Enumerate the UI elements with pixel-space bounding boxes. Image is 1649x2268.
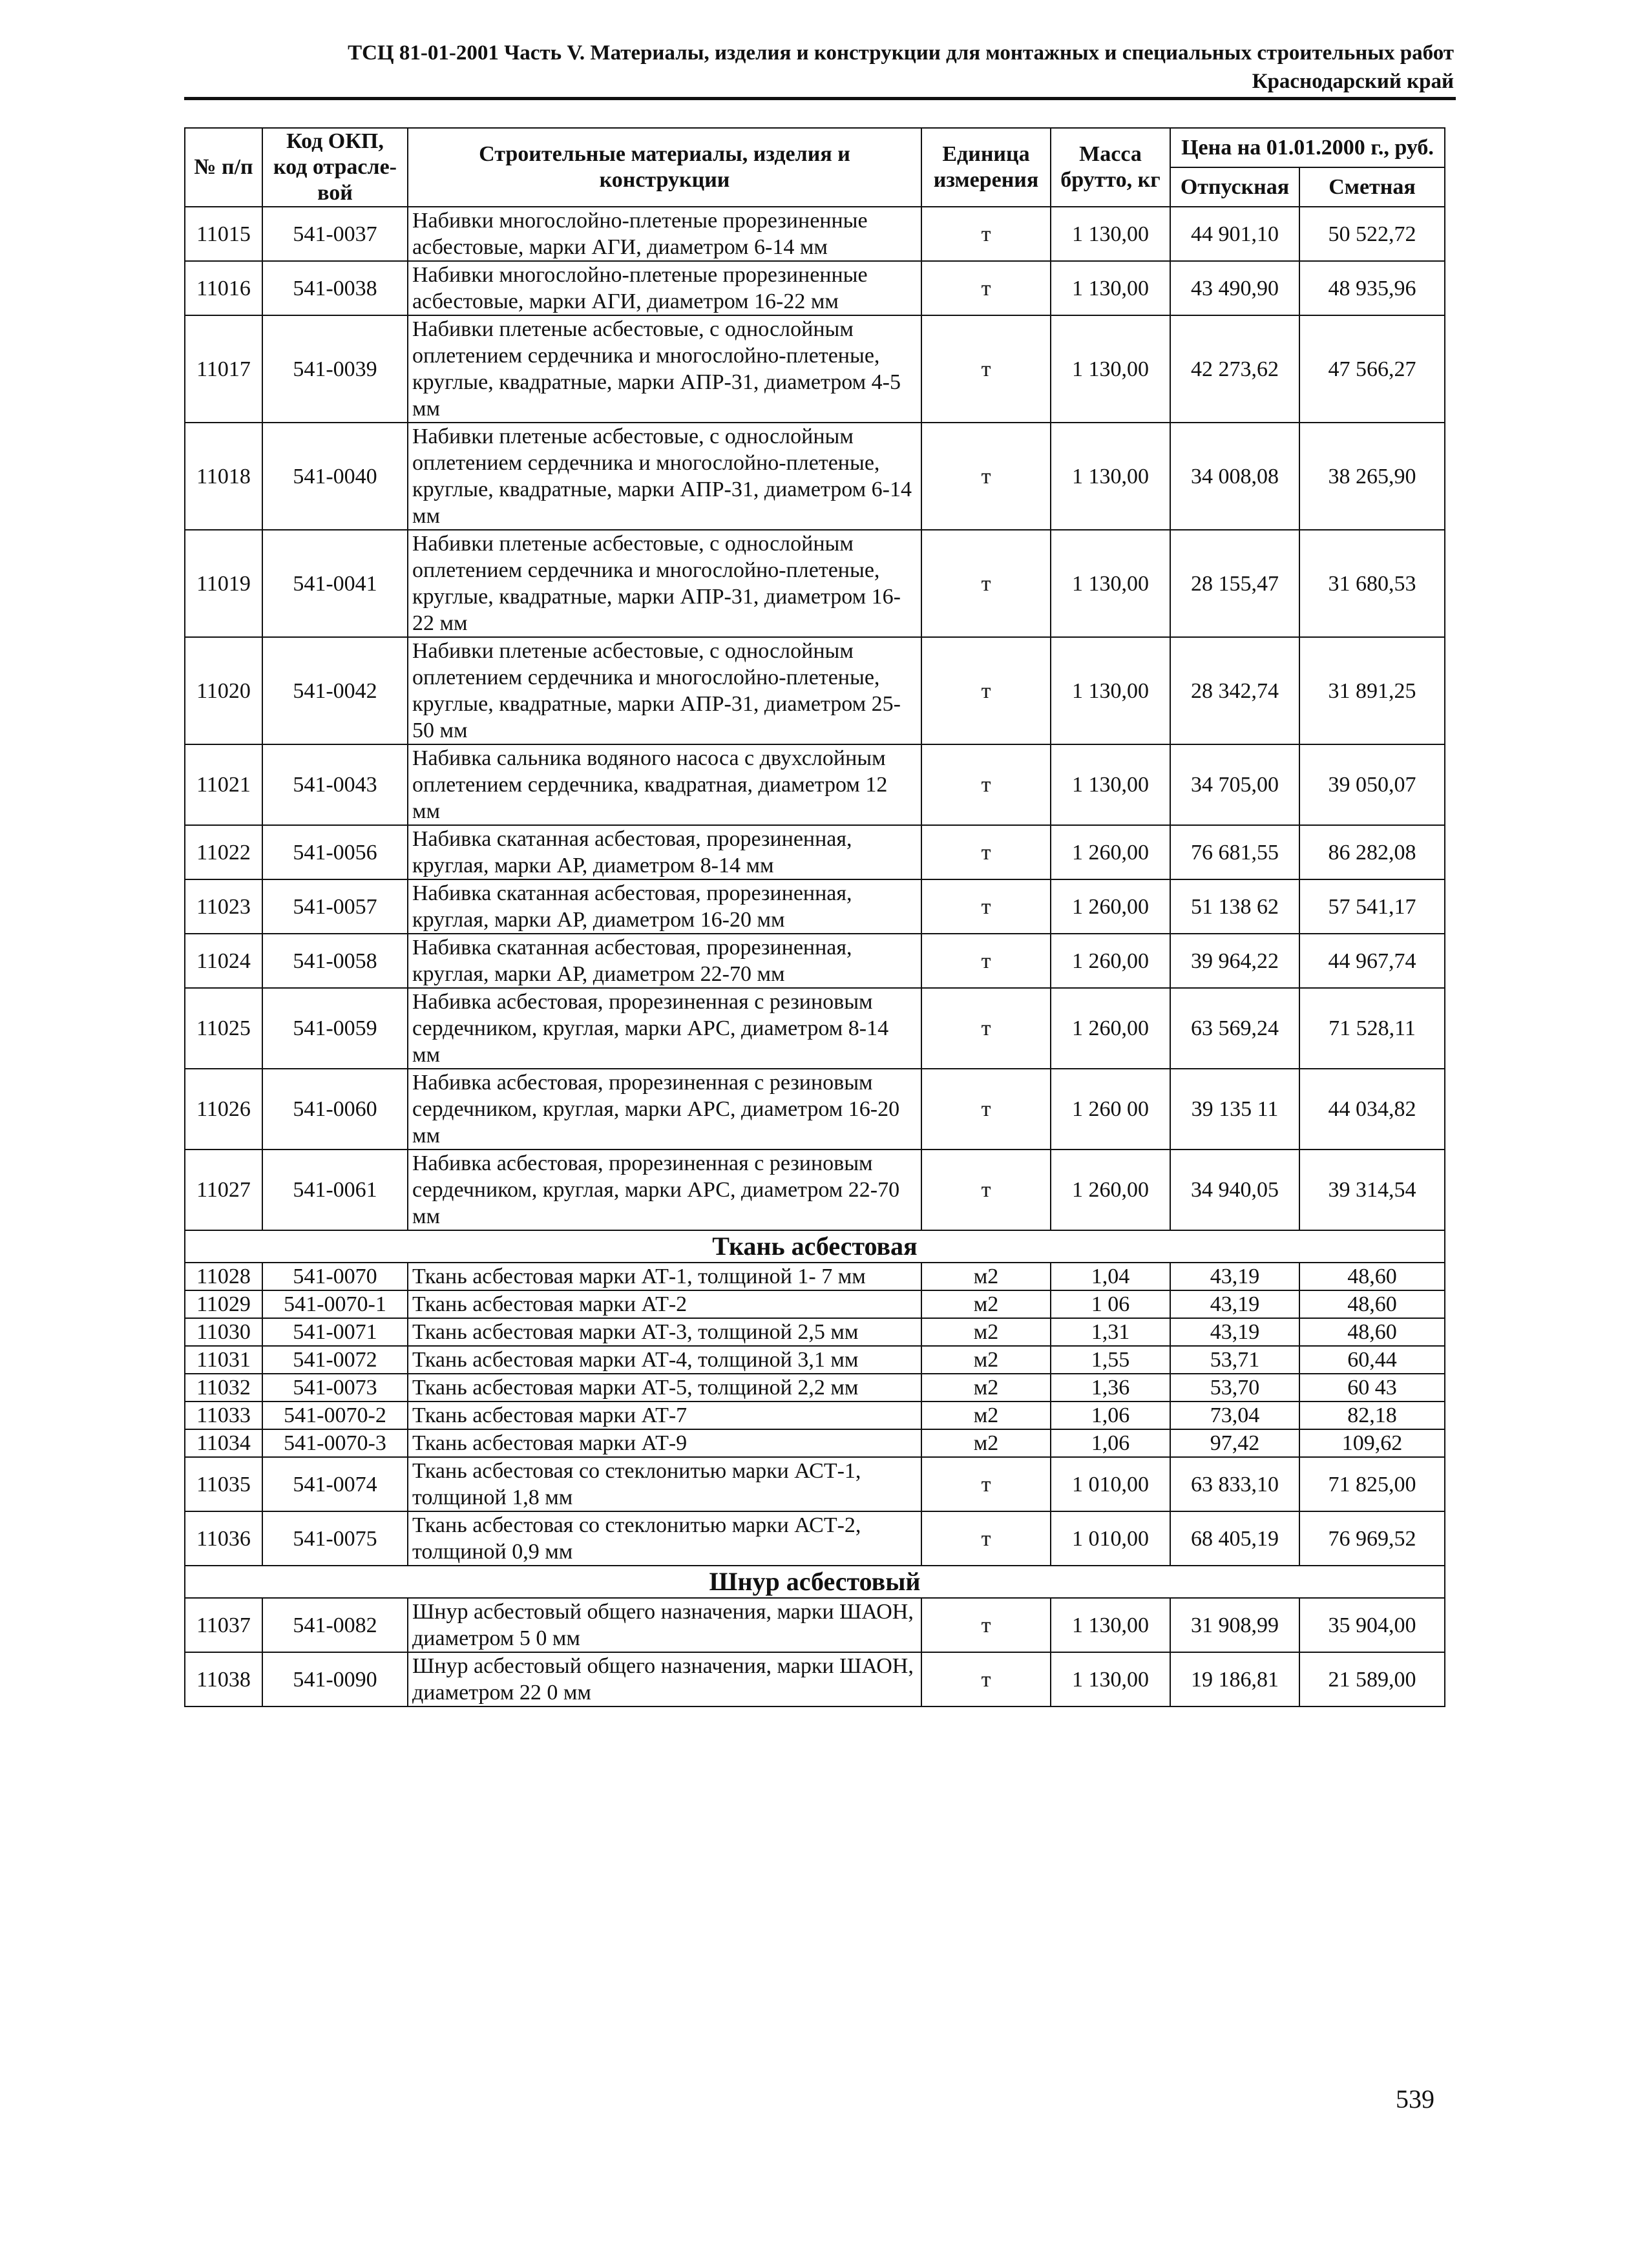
row-unit: т bbox=[921, 879, 1051, 934]
row-release-price: 76 681,55 bbox=[1170, 825, 1299, 879]
row-number: 11034 bbox=[185, 1429, 262, 1457]
row-mass: 1 130,00 bbox=[1051, 744, 1170, 825]
row-mass: 1 010,00 bbox=[1051, 1511, 1170, 1566]
row-number: 11019 bbox=[185, 530, 262, 637]
table-row bbox=[185, 825, 1445, 879]
row-number: 11027 bbox=[185, 1150, 262, 1230]
row-mass: 1 130,00 bbox=[1051, 1652, 1170, 1706]
row-number: 11030 bbox=[185, 1318, 262, 1346]
row-unit: т bbox=[921, 315, 1051, 423]
row-release-price: 44 901,10 bbox=[1170, 207, 1299, 261]
row-code: 541-0038 bbox=[262, 261, 408, 315]
row-mass: 1 260,00 bbox=[1051, 934, 1170, 988]
row-release-price: 53,70 bbox=[1170, 1374, 1299, 1402]
row-number: 11023 bbox=[185, 879, 262, 934]
row-mass: 1 130,00 bbox=[1051, 207, 1170, 261]
row-release-price: 42 273,62 bbox=[1170, 315, 1299, 423]
col-price-release-header: Отпускная bbox=[1170, 167, 1299, 207]
row-estimate-price: 31 891,25 bbox=[1299, 637, 1445, 744]
row-code: 541-0058 bbox=[262, 934, 408, 988]
row-number: 11037 bbox=[185, 1598, 262, 1652]
row-release-price: 34 940,05 bbox=[1170, 1150, 1299, 1230]
col-num-header: № п/п bbox=[185, 128, 262, 207]
row-estimate-price: 21 589,00 bbox=[1299, 1652, 1445, 1706]
row-name: Ткань асбестовая марки АТ-4, толщиной 3,1 мм bbox=[408, 1346, 921, 1374]
row-estimate-price: 71 825,00 bbox=[1299, 1457, 1445, 1511]
row-code: 541-0070 bbox=[262, 1263, 408, 1290]
table-row bbox=[185, 1290, 1445, 1318]
page-number: 539 bbox=[1396, 2084, 1434, 2114]
header-title: ТСЦ 81-01-2001 Часть V. Материалы, изделия и конструкции для монтажных и специальных строительных работ bbox=[348, 41, 1454, 65]
row-mass: 1,55 bbox=[1051, 1346, 1170, 1374]
row-code: 541-0043 bbox=[262, 744, 408, 825]
table-row bbox=[185, 530, 1445, 637]
row-number: 11026 bbox=[185, 1069, 262, 1150]
row-code: 541-0075 bbox=[262, 1511, 408, 1566]
table-row bbox=[185, 744, 1445, 825]
row-name: Набивки плетеные асбестовые, с однослойным оплетением сердечника и многослойно-плетеные, круглые, квадратные, марки АПР-31, диаметром 6-14 мм bbox=[408, 423, 921, 530]
row-number: 11028 bbox=[185, 1263, 262, 1290]
row-unit: т bbox=[921, 744, 1051, 825]
row-estimate-price: 60 43 bbox=[1299, 1374, 1445, 1402]
row-release-price: 63 833,10 bbox=[1170, 1457, 1299, 1511]
row-estimate-price: 31 680,53 bbox=[1299, 530, 1445, 637]
row-name: Набивка скатанная асбестовая, прорезиненная, круглая, марки АР, диаметром 16-20 мм bbox=[408, 879, 921, 934]
row-name: Шнур асбестовый общего назначения, марки ШАОН, диаметром 22 0 мм bbox=[408, 1652, 921, 1706]
section-heading-fabric: Ткань асбестовая bbox=[185, 1230, 1445, 1263]
row-code: 541-0072 bbox=[262, 1346, 408, 1374]
row-estimate-price: 82,18 bbox=[1299, 1402, 1445, 1429]
row-code: 541-0070-2 bbox=[262, 1402, 408, 1429]
row-mass: 1,31 bbox=[1051, 1318, 1170, 1346]
row-number: 11035 bbox=[185, 1457, 262, 1511]
row-mass: 1,06 bbox=[1051, 1402, 1170, 1429]
table-row bbox=[185, 879, 1445, 934]
row-estimate-price: 47 566,27 bbox=[1299, 315, 1445, 423]
col-mass-header: Масса брутто, кг bbox=[1051, 128, 1170, 207]
row-mass: 1,36 bbox=[1051, 1374, 1170, 1402]
row-estimate-price: 57 541,17 bbox=[1299, 879, 1445, 934]
table-row bbox=[185, 1457, 1445, 1511]
row-number: 11017 bbox=[185, 315, 262, 423]
row-unit: м2 bbox=[921, 1374, 1051, 1402]
row-mass: 1 130,00 bbox=[1051, 637, 1170, 744]
row-unit: т bbox=[921, 1457, 1051, 1511]
row-number: 11029 bbox=[185, 1290, 262, 1318]
row-name: Ткань асбестовая марки АТ-9 bbox=[408, 1429, 921, 1457]
row-unit: т bbox=[921, 988, 1051, 1069]
row-release-price: 68 405,19 bbox=[1170, 1511, 1299, 1566]
row-name: Ткань асбестовая марки АТ-5, толщиной 2,2 мм bbox=[408, 1374, 921, 1402]
row-name: Набивка асбестовая, прорезиненная с резиновым сердечником, круглая, марки АРС, диаметром 8-14 мм bbox=[408, 988, 921, 1069]
row-mass: 1 260,00 bbox=[1051, 879, 1170, 934]
row-number: 11031 bbox=[185, 1346, 262, 1374]
table-row bbox=[185, 1374, 1445, 1402]
row-number: 11022 bbox=[185, 825, 262, 879]
row-number: 11020 bbox=[185, 637, 262, 744]
row-name: Набивка асбестовая, прорезиненная с резиновым сердечником, круглая, марки АРС, диаметром 22-70 мм bbox=[408, 1150, 921, 1230]
row-estimate-price: 48,60 bbox=[1299, 1263, 1445, 1290]
row-estimate-price: 71 528,11 bbox=[1299, 988, 1445, 1069]
row-name: Набивка асбестовая, прорезиненная с резиновым сердечником, круглая, марки АРС, диаметром 16-20 мм bbox=[408, 1069, 921, 1150]
row-code: 541-0037 bbox=[262, 207, 408, 261]
row-release-price: 34 705,00 bbox=[1170, 744, 1299, 825]
row-release-price: 39 135 11 bbox=[1170, 1069, 1299, 1150]
row-name: Набивки плетеные асбестовые, с однослойным оплетением сердечника и многослойно-плетеные, круглые, квадратные, марки АПР-31, диаметром 16-22 мм bbox=[408, 530, 921, 637]
row-estimate-price: 109,62 bbox=[1299, 1429, 1445, 1457]
table-row bbox=[185, 1346, 1445, 1374]
row-mass: 1 130,00 bbox=[1051, 530, 1170, 637]
row-number: 11015 bbox=[185, 207, 262, 261]
row-code: 541-0090 bbox=[262, 1652, 408, 1706]
row-unit: м2 bbox=[921, 1290, 1051, 1318]
row-code: 541-0082 bbox=[262, 1598, 408, 1652]
row-mass: 1,04 bbox=[1051, 1263, 1170, 1290]
row-name: Ткань асбестовая марки АТ-3, толщиной 2,5 мм bbox=[408, 1318, 921, 1346]
row-mass: 1 260,00 bbox=[1051, 825, 1170, 879]
row-estimate-price: 50 522,72 bbox=[1299, 207, 1445, 261]
row-mass: 1 260 00 bbox=[1051, 1069, 1170, 1150]
col-unit-header: Единица измерения bbox=[921, 128, 1051, 207]
row-unit: т bbox=[921, 1598, 1051, 1652]
row-number: 11016 bbox=[185, 261, 262, 315]
table-row bbox=[185, 261, 1445, 315]
col-price-estimate-header: Сметная bbox=[1299, 167, 1445, 207]
row-number: 11021 bbox=[185, 744, 262, 825]
row-code: 541-0074 bbox=[262, 1457, 408, 1511]
row-code: 541-0040 bbox=[262, 423, 408, 530]
row-code: 541-0039 bbox=[262, 315, 408, 423]
table-row bbox=[185, 637, 1445, 744]
table-row bbox=[185, 1402, 1445, 1429]
row-release-price: 43,19 bbox=[1170, 1318, 1299, 1346]
row-unit: м2 bbox=[921, 1402, 1051, 1429]
row-code: 541-0056 bbox=[262, 825, 408, 879]
row-release-price: 73,04 bbox=[1170, 1402, 1299, 1429]
row-code: 541-0042 bbox=[262, 637, 408, 744]
row-number: 11032 bbox=[185, 1374, 262, 1402]
table-row bbox=[185, 1652, 1445, 1706]
row-unit: т bbox=[921, 207, 1051, 261]
row-unit: т bbox=[921, 423, 1051, 530]
table-row bbox=[185, 1429, 1445, 1457]
row-unit: т bbox=[921, 825, 1051, 879]
row-release-price: 31 908,99 bbox=[1170, 1598, 1299, 1652]
table-row bbox=[185, 1150, 1445, 1230]
row-unit: т bbox=[921, 1652, 1051, 1706]
row-name: Ткань асбестовая марки АТ-7 bbox=[408, 1402, 921, 1429]
row-code: 541-0070-1 bbox=[262, 1290, 408, 1318]
row-unit: т bbox=[921, 1150, 1051, 1230]
row-release-price: 53,71 bbox=[1170, 1346, 1299, 1374]
row-number: 11036 bbox=[185, 1511, 262, 1566]
row-unit: т bbox=[921, 637, 1051, 744]
row-name: Набивки многослойно-плетеные прорезиненные асбестовые, марки АГИ, диаметром 16-22 мм bbox=[408, 261, 921, 315]
row-unit: т bbox=[921, 261, 1051, 315]
row-number: 11033 bbox=[185, 1402, 262, 1429]
row-unit: м2 bbox=[921, 1318, 1051, 1346]
table-row bbox=[185, 1598, 1445, 1652]
row-estimate-price: 48,60 bbox=[1299, 1290, 1445, 1318]
table-row bbox=[185, 207, 1445, 261]
row-unit: т bbox=[921, 1069, 1051, 1150]
table-row bbox=[185, 315, 1445, 423]
row-estimate-price: 38 265,90 bbox=[1299, 423, 1445, 530]
row-name: Набивки многослойно-плетеные прорезиненные асбестовые, марки АГИ, диаметром 6-14 мм bbox=[408, 207, 921, 261]
row-estimate-price: 39 050,07 bbox=[1299, 744, 1445, 825]
row-mass: 1 130,00 bbox=[1051, 423, 1170, 530]
row-mass: 1 130,00 bbox=[1051, 261, 1170, 315]
row-mass: 1 130,00 bbox=[1051, 1598, 1170, 1652]
row-estimate-price: 86 282,08 bbox=[1299, 825, 1445, 879]
row-name: Ткань асбестовая марки АТ-1, толщиной 1- 7 мм bbox=[408, 1263, 921, 1290]
row-estimate-price: 76 969,52 bbox=[1299, 1511, 1445, 1566]
row-name: Ткань асбестовая со стеклонитью марки АСТ-2, толщиной 0,9 мм bbox=[408, 1511, 921, 1566]
row-release-price: 63 569,24 bbox=[1170, 988, 1299, 1069]
row-release-price: 28 155,47 bbox=[1170, 530, 1299, 637]
row-unit: т bbox=[921, 530, 1051, 637]
row-mass: 1 260,00 bbox=[1051, 988, 1170, 1069]
section-heading-cord: Шнур асбестовый bbox=[185, 1566, 1445, 1598]
row-name: Шнур асбестовый общего назначения, марки ШАОН, диаметром 5 0 мм bbox=[408, 1598, 921, 1652]
table-row bbox=[185, 1263, 1445, 1290]
row-estimate-price: 44 967,74 bbox=[1299, 934, 1445, 988]
row-unit: м2 bbox=[921, 1429, 1051, 1457]
row-mass: 1,06 bbox=[1051, 1429, 1170, 1457]
row-unit: т bbox=[921, 934, 1051, 988]
header-region: Краснодарский край bbox=[1252, 70, 1454, 93]
row-name: Набивка скатанная асбестовая, прорезиненная, круглая, марки АР, диаметром 8-14 мм bbox=[408, 825, 921, 879]
row-release-price: 43,19 bbox=[1170, 1290, 1299, 1318]
row-estimate-price: 60,44 bbox=[1299, 1346, 1445, 1374]
row-release-price: 43 490,90 bbox=[1170, 261, 1299, 315]
row-release-price: 97,42 bbox=[1170, 1429, 1299, 1457]
row-release-price: 28 342,74 bbox=[1170, 637, 1299, 744]
row-release-price: 43,19 bbox=[1170, 1263, 1299, 1290]
row-name: Ткань асбестовая марки АТ-2 bbox=[408, 1290, 921, 1318]
row-code: 541-0070-3 bbox=[262, 1429, 408, 1457]
row-name: Ткань асбестовая со стеклонитью марки АСТ-1, толщиной 1,8 мм bbox=[408, 1457, 921, 1511]
row-number: 11025 bbox=[185, 988, 262, 1069]
row-code: 541-0057 bbox=[262, 879, 408, 934]
row-unit: м2 bbox=[921, 1263, 1051, 1290]
row-estimate-price: 48 935,96 bbox=[1299, 261, 1445, 315]
row-name: Набивки плетеные асбестовые, с однослойным оплетением сердечника и многослойно-плетеные, круглые, квадратные, марки АПР-31, диаметром 4-5 мм bbox=[408, 315, 921, 423]
row-mass: 1 130,00 bbox=[1051, 315, 1170, 423]
page-header bbox=[184, 39, 1454, 96]
header-rule bbox=[184, 97, 1456, 100]
row-estimate-price: 48,60 bbox=[1299, 1318, 1445, 1346]
table-row bbox=[185, 1069, 1445, 1150]
row-release-price: 19 186,81 bbox=[1170, 1652, 1299, 1706]
col-price-group-header: Цена на 01.01.2000 г., руб. bbox=[1170, 128, 1445, 167]
table-row bbox=[185, 1318, 1445, 1346]
col-name-header: Строительные материалы, изделия и конструкции bbox=[408, 128, 921, 207]
price-table bbox=[184, 127, 1445, 1707]
row-mass: 1 06 bbox=[1051, 1290, 1170, 1318]
row-name: Набивки плетеные асбестовые, с однослойным оплетением сердечника и многослойно-плетеные, круглые, квадратные, марки АПР-31, диаметром 25-50 мм bbox=[408, 637, 921, 744]
row-code: 541-0041 bbox=[262, 530, 408, 637]
row-release-price: 51 138 62 bbox=[1170, 879, 1299, 934]
table-row bbox=[185, 988, 1445, 1069]
row-estimate-price: 35 904,00 bbox=[1299, 1598, 1445, 1652]
row-code: 541-0073 bbox=[262, 1374, 408, 1402]
row-code: 541-0059 bbox=[262, 988, 408, 1069]
col-code-header: Код ОКП, код отрасле-вой bbox=[262, 128, 408, 207]
table-row bbox=[185, 1511, 1445, 1566]
row-mass: 1 010,00 bbox=[1051, 1457, 1170, 1511]
row-release-price: 34 008,08 bbox=[1170, 423, 1299, 530]
row-number: 11024 bbox=[185, 934, 262, 988]
row-release-price: 39 964,22 bbox=[1170, 934, 1299, 988]
row-name: Набивка скатанная асбестовая, прорезиненная, круглая, марки АР, диаметром 22-70 мм bbox=[408, 934, 921, 988]
table-row bbox=[185, 934, 1445, 988]
row-code: 541-0060 bbox=[262, 1069, 408, 1150]
row-code: 541-0071 bbox=[262, 1318, 408, 1346]
row-number: 11038 bbox=[185, 1652, 262, 1706]
row-unit: м2 bbox=[921, 1346, 1051, 1374]
row-estimate-price: 39 314,54 bbox=[1299, 1150, 1445, 1230]
row-unit: т bbox=[921, 1511, 1051, 1566]
row-mass: 1 260,00 bbox=[1051, 1150, 1170, 1230]
row-number: 11018 bbox=[185, 423, 262, 530]
row-name: Набивка сальника водяного насоса с двухслойным оплетением сердечника, квадратная, диаметром 12 мм bbox=[408, 744, 921, 825]
row-code: 541-0061 bbox=[262, 1150, 408, 1230]
row-estimate-price: 44 034,82 bbox=[1299, 1069, 1445, 1150]
table-row bbox=[185, 423, 1445, 530]
